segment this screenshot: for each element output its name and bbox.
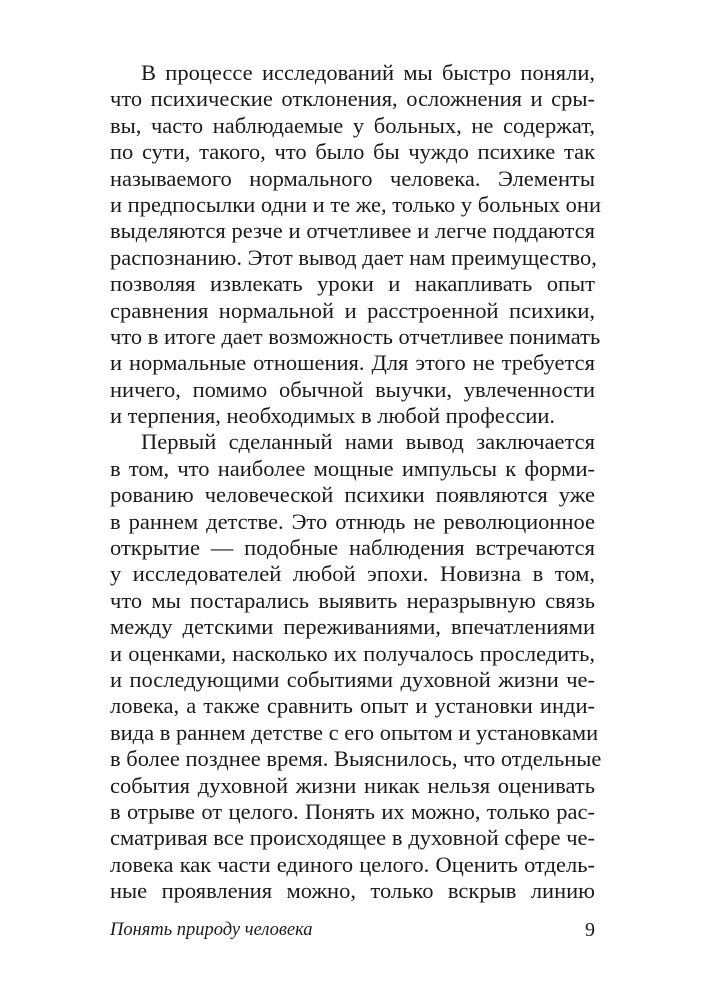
text-line: и последующими событиями духовной жизни че- <box>110 666 595 692</box>
text-line: события духовной жизни никак нельзя оценивать <box>110 772 595 798</box>
text-line: называемого нормального человека. Элементы <box>110 165 595 191</box>
text-line: позволяя извлекать уроки и накапливать опыт <box>110 271 595 297</box>
text-line: выделяются резче и отчетливее и легче поддаются <box>110 218 595 244</box>
text-line: ловека, а также сравнить опыт и установки инди- <box>110 693 595 719</box>
text-line: в том, что наиболее мощные импульсы к форми- <box>110 455 595 481</box>
text-line: вида в раннем детстве с его опытом и установками <box>110 719 599 745</box>
text-line: В процессе исследований мы быстро поняли, <box>141 60 595 85</box>
text-line: сматривая все происходящее в духовной сфере че- <box>110 825 595 851</box>
text-line: ные проявления можно, только вскрыв линию <box>110 878 595 904</box>
text-line: и терпения, необходимых в любой профессии. <box>110 403 556 429</box>
text-line: в отрыве от целого. Понять их можно, только рас- <box>110 798 595 824</box>
text-line: и предпосылки одни и те же, только у больных они <box>110 191 602 217</box>
text-line: рованию человеческой психики появляются уже <box>110 482 595 508</box>
text-line: распознанию. Этот вывод дает нам преимущество, <box>110 244 597 270</box>
text-line: между детскими переживаниями, впечатлениями <box>110 614 595 640</box>
text-line: ловека как части единого целого. Оценить отдель- <box>110 851 595 877</box>
page-footer <box>110 917 595 943</box>
text-line: и оценками, насколько их получалось проследить, <box>110 640 595 666</box>
text-line: ничего, помимо обычной выучки, увлеченности <box>110 376 595 402</box>
text-line: в раннем детстве. Это отнюдь не революционное <box>110 508 595 534</box>
text-line: по сути, такого, что было бы чуждо психике так <box>110 139 595 165</box>
text-line: открытие — подобные наблюдения встречаются <box>110 535 595 561</box>
running-title: Понять природу человека <box>110 920 313 940</box>
text-line: и нормальные отношения. Для этого не требуется <box>110 350 595 376</box>
text-line: сравнения нормальной и расстроенной психики, <box>110 297 595 323</box>
text-line: Первый сделанный нами вывод заключается <box>141 429 595 455</box>
paragraph-1 <box>110 60 602 429</box>
text-line: вы, часто наблюдаемые у больных, не содержат, <box>110 112 595 138</box>
text-line: в более позднее время. Выяснилось, что отдельные <box>110 746 602 772</box>
page-body <box>110 60 602 905</box>
text-line: у исследователей любой эпохи. Новизна в том, <box>110 561 595 587</box>
text-line: что в итоге дает возможность отчетливее понимать <box>110 323 601 349</box>
text-line: что психические отклонения, осложнения и сры- <box>110 86 595 112</box>
paragraph-2 <box>110 429 602 904</box>
text-line: что мы постарались выявить неразрывную связь <box>110 587 595 613</box>
page-number: 9 <box>585 919 595 941</box>
